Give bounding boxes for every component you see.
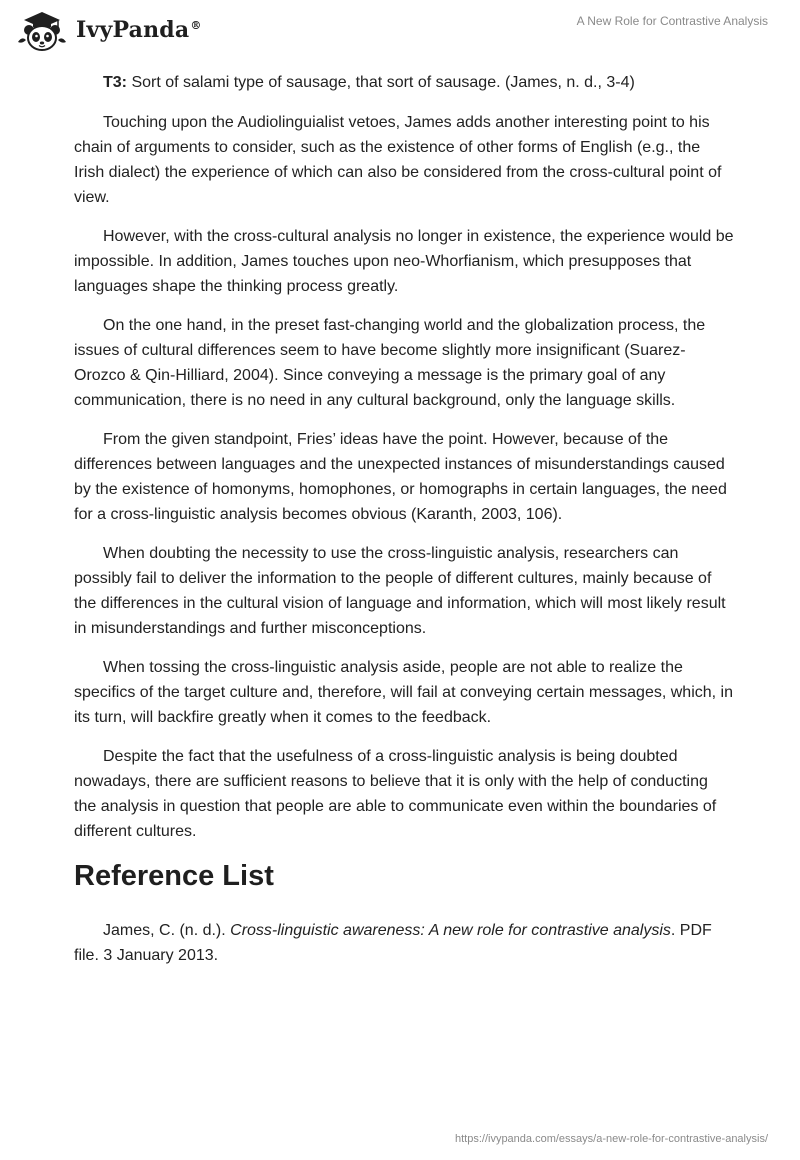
- paragraph-5: When doubting the necessity to use the cross-linguistic analysis, researchers can possibly fail to deliver the information to the people of different cultures, mainly because of the differences in the cultural vision of language and information, which will most likely result in misunderstandings and further misconceptions.: [74, 545, 726, 637]
- page-header: [0, 0, 800, 60]
- footer-url[interactable]: https://ivypanda.com/essays/a-new-role-for-contrastive-analysis/: [454, 1133, 768, 1145]
- essay-content: [74, 70, 734, 982]
- running-title: A New Role for Contrastive Analysis: [576, 14, 768, 28]
- paragraph-3: On the one hand, in the preset fast-changing world and the globalization process, the issues of cultural differences seem to have become slightly more insignificant (Suarez-Orozco & Qin-Hilliard, 2004). Since conveying a message is the primary goal of any communication, there is no need in any cultural background, only the language skills.: [74, 317, 706, 409]
- brand-name: IvyPanda®: [76, 17, 202, 43]
- paragraph-6: When tossing the cross-linguistic analysis aside, people are not able to realize the specifics of the target culture and, therefore, will fail at conveying certain messages, which, in its turn, will backfire greatly when it comes to the feedback.: [74, 659, 733, 726]
- reference-entry: [74, 918, 734, 968]
- paragraph-1: Touching upon the Audiolinguialist vetoes, James adds another interesting point to his chain of arguments to consider, such as the existence of other forms of English (e.g., the Irish dialect) the experience of which can also be considered from the cross-cultural point of view.: [74, 114, 722, 206]
- panda-graduation-cap-icon: [14, 8, 70, 52]
- transcript-text: Sort of salami type of sausage, that sort of sausage. (James, n. d., 3-4): [127, 74, 635, 91]
- transcript-line: [74, 70, 734, 95]
- reference-details: . PDF file. 3 January 2013.: [74, 922, 712, 964]
- reference-list-heading: Reference List: [74, 860, 274, 892]
- registered-mark: ®: [190, 18, 202, 32]
- ivypanda-logo[interactable]: [14, 8, 202, 52]
- paragraph-4: From the given standpoint, Fries’ ideas have the point. However, because of the differences between languages and the unexpected instances of misunderstandings caused by the existence of homonyms, homophones, or homographs in certain languages, the need for a cross-linguistic analysis becomes obvious (Karanth, 2003, 106).: [74, 431, 727, 523]
- reference-author: James, C. (n. d.).: [103, 922, 231, 939]
- paragraph-7: Despite the fact that the usefulness of a cross-linguistic analysis is being doubted nowadays, there are sufficient reasons to believe that it is only with the help of conducting the analysis in question that people are able to communicate even within the boundaries of different cultures.: [74, 748, 717, 840]
- reference-title: Cross-linguistic awareness: A new role for contrastive analysis: [230, 922, 671, 939]
- paragraph-2: However, with the cross-cultural analysis no longer in existence, the experience would be impossible. In addition, James touches upon neo-Whorfianism, which presupposes that languages shape the thinking process greatly.: [74, 228, 734, 295]
- transcript-label: T3:: [103, 74, 127, 91]
